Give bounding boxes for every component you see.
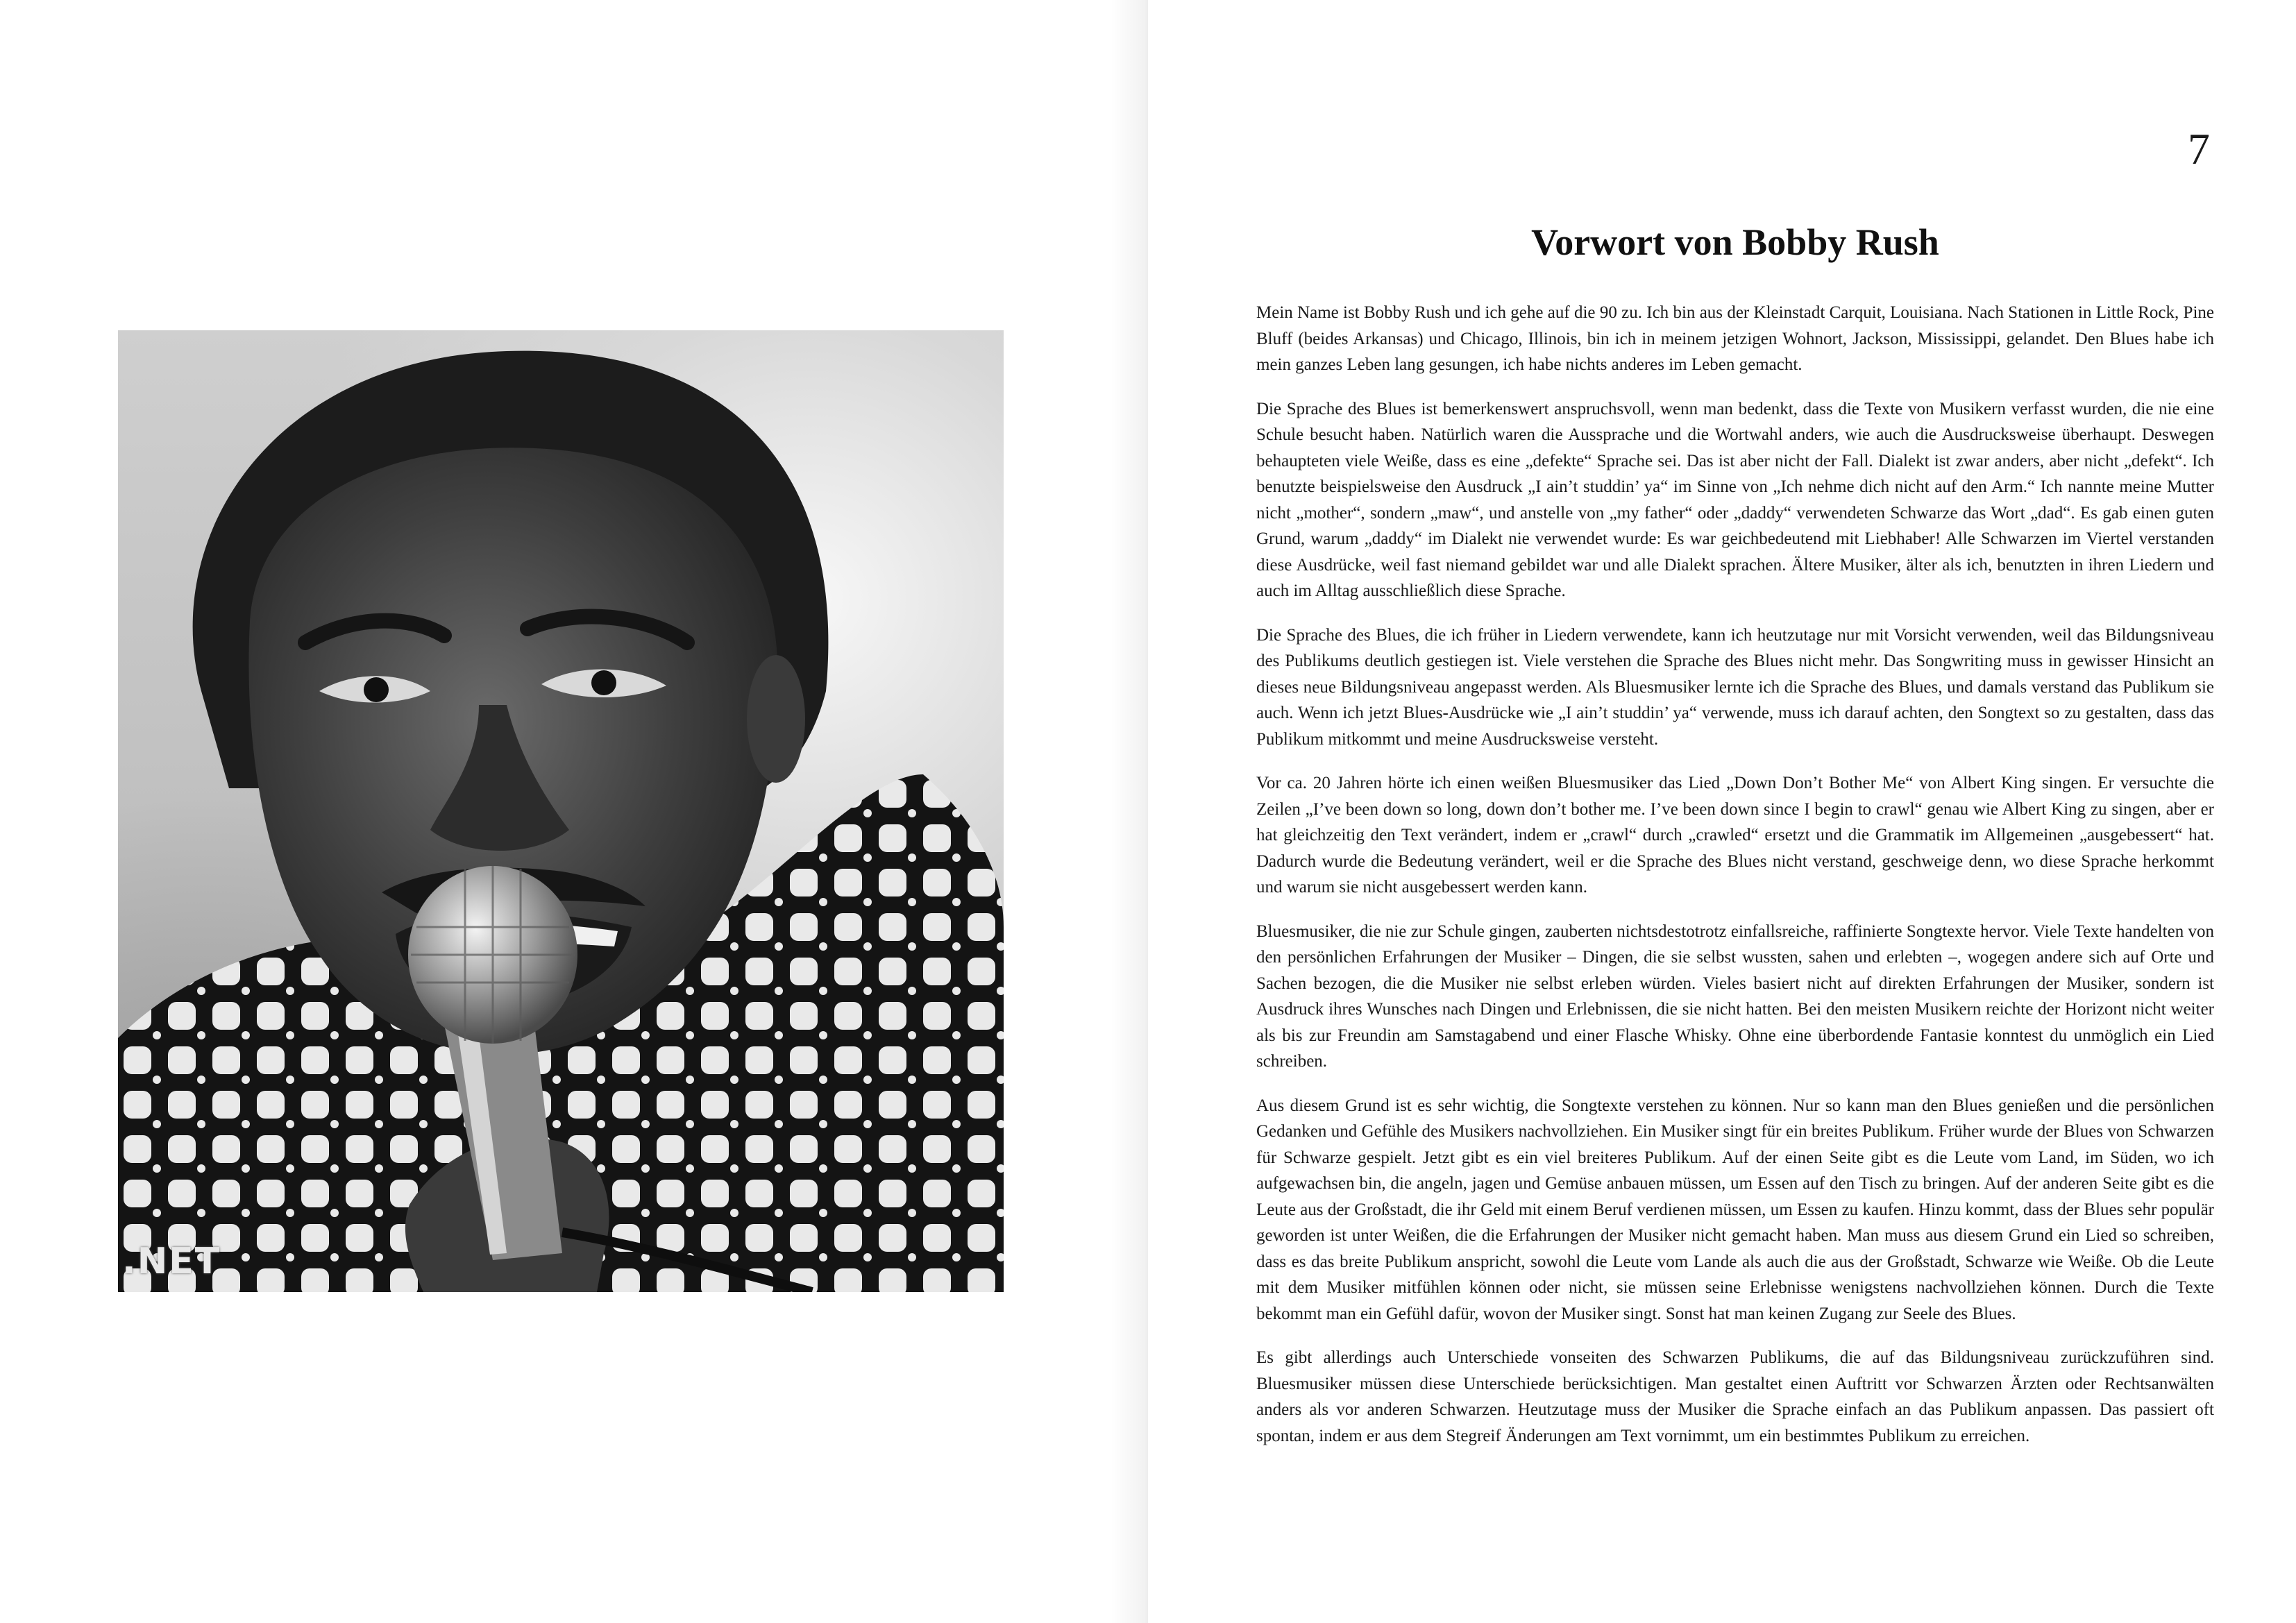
body-text (1256, 300, 2214, 1467)
paragraph: Bluesmusiker, die nie zur Schule gingen, zauberten nichtsdestotrotz einfallsreiche, raffinierte Songtexte hervor. Viele Texte handelten von den persönlichen Erfahrungen der Musiker – Dingen, die sie selbst wussten, sahen und erlebten –, wogegen andere sich auf Orte und Sachen bezogen, die die Musiker nie selbst erleben würden. Vieles basiert nicht auf direkten Erfahrungen der Musiker, sondern ist Ausdruck ihres Wunsches nach Dingen und Erlebnissen, die sie nicht hatten. Bei den meisten Musikern reichte der Horizont nicht weiter als bis zur Freundin am Samstagabend und einer Flasche Whisky. Ohne eine überbordende Fantasie konntest du unmöglich ein Lied schreiben. (1256, 921, 2214, 1071)
chapter-title: Vorwort von Bobby Rush (1531, 221, 1939, 263)
page-number: 7 (2188, 124, 2210, 173)
paragraph: Die Sprache des Blues ist bemerkenswert anspruchsvoll, wenn man bedenkt, dass die Texte von Musikern verfasst wurden, die nie eine Schule besucht haben. Natürlich waren die Aussprache und die Wortwahl anders, wie auch die Ausdrucksweise überhaupt. Deswegen behaupteten viele Weiße, dass es eine „defekte“ Sprache sei. Das ist aber nicht der Fall. Dialekt ist zwar anders, aber nicht „defekt“. Ich benutzte beispielsweise den Ausdruck „I ain’t studdin’ ya“ im Sinne von „Ich nehme dich nicht auf den Arm.“ Ich nannte meine Mutter nicht „mother“, sondern „maw“, und anstelle von „my father“ oder „daddy“ verwendeten Schwarze das Wort „dad“. Es gab einen guten Grund, warum „daddy“ im Dialekt nie verwendet wurde: Es war geichbedeutend mit Liebhaber! Alle Schwarzen im Viertel verstanden diese Ausdrücke, weil fast niemand gebildet war und alle Dialekt sprachen. Ältere Musiker, älter als ich, benutzten in ihren Liedern und auch im Alltag ausschließlich diese Sprache. (1256, 399, 2214, 600)
paragraph: Aus diesem Grund ist es sehr wichtig, die Songtexte verstehen zu können. Nur so kann man den Blues genießen und die persönlichen Gedanken und Gefühle des Musikers nachvollziehen. Ein Musiker singt für ein breites Publikum. Früher wurde der Blues von Schwarzen für Schwarze gespielt. Jetzt gibt es ein viel breiteres Publikum. Auf der einen Seite gibt es die Leute vom Land, im Süden, wo ich aufgewachsen bin, die angeln, jagen und Gemüse anbauen müssen, um Essen auf den Tisch zu bringen. Auf der anderen Seite gibt es die Leute aus der Großstadt, die ihr Geld mit einem Beruf verdienen müssen, um Essen zu kaufen. Hinzu kommt, dass der Blues sehr populär geworden ist unter Weißen, die die Erfahrungen der Musiker nicht gemacht haben. Man muss aus diesem Grund ein Lied so schreiben, dass es das breite Publikum anspricht, sowohl die Leute vom Lande als auch die aus der Großstadt, Schwarze wie Weiße. Ob die Leute mit dem Musiker mitfühlen können oder nicht, sie müssen seine Erlebnisse wenigstens nachvollziehen können. Durch die Texte bekommt man ein Gefühl dafür, wovon der Musiker singt. Sonst hat man keinen Zugang zur Seele des Blues. (1256, 1096, 2214, 1323)
paragraph: Vor ca. 20 Jahren hörte ich einen weißen Bluesmusiker das Lied „Down Don’t Bother Me“ von Albert King singen. Er versuchte die Zeilen „I’ve been down so long, down don’t bother me. I’ve been down since I begin to crawl“ genau wie Albert King zu singen, aber er hat gleichzeitig den Text verändert, indem er „crawl“ durch „crawled“ ersetzt und die Grammatik im Allgemeinen „ausgebessert“ hat. Dadurch wurde die Bedeutung verändert, weil er die Sprache des Blues nicht verstand, geschweige denn, wo diese Sprache herkommt und warum sie nicht ausgebessert werden kann. (1256, 774, 2214, 897)
paragraph: Mein Name ist Bobby Rush und ich gehe auf die 90 zu. Ich bin aus der Kleinstadt Carquit, Louisiana. Nach Stationen in Little Rock, Pine Bluff (beides Arkansas) und Chicago, Illinois, bin ich in meinem jetzigen Wohnort, Jackson, Mississippi, gelandet. Den Blues habe ich mein ganzes Leben lang gesungen, ich habe nichts anderes im Leben gemacht. (1256, 303, 2214, 374)
paragraph: Es gibt allerdings auch Unterschiede vonseiten des Schwarzen Publikums, die auf das Bildungsniveau zurückzuführen sind. Bluesmusiker müssen diese Unterschiede berücksichtigen. Man gestaltet einen Auftritt vor Schwarzen Ärzten oder Rechtsanwälten anders als vor anderen Schwarzen. Heutzutage muss der Musiker die Sprache einfach an das Publikum anpassen. Das passiert oft spontan, indem er aus dem Stegreif Änderungen am Text vornimmt, um ein bestimmtes Publikum zu erreichen. (1256, 1348, 2214, 1445)
paragraph: Die Sprache des Blues, die ich früher in Liedern verwendete, kann ich heutzutage nur mit Vorsicht verwenden, weil das Bildungsniveau des Publikums deutlich gestiegen ist. Viele verstehen die Sprache des Blues nicht mehr. Das Songwriting muss in gewisser Hinsicht an dieses neue Bildungsniveau angepasst werden. Als Bluesmusiker lernte ich die Sprache des Blues, und damals verstand das Publikum sie auch. Wenn ich jetzt Blues-Ausdrücke wie „I ain’t studdin’ ya“ verwende, muss ich darauf achten, den Songtext so zu gestalten, dass das Publikum mitkommt und meine Ausdrucksweise versteht. (1256, 625, 2214, 749)
portrait-photo (118, 330, 1004, 1292)
photo-watermark: .NET (122, 1241, 221, 1282)
portrait-illustration (118, 330, 1004, 1292)
